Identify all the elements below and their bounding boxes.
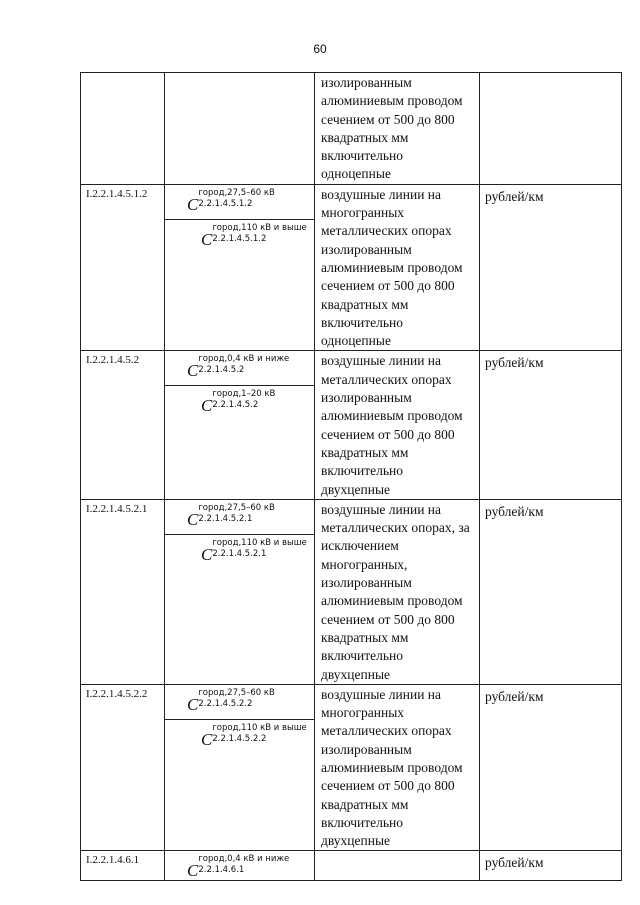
formula-subcell — [165, 720, 314, 754]
description-cell: воздушные линии на многогранных металлических опорах изолированным алюминиевым проводом сечением от 500 до 800 квадратных мм включительно двухцепные — [315, 684, 480, 851]
table-row — [81, 499, 622, 684]
rate-formula: C город,0,4 кВ и ниже 2.2.1.4.6.1 — [187, 854, 290, 881]
formula-subcell — [165, 386, 314, 420]
table-row — [81, 73, 622, 185]
table-row — [81, 351, 622, 499]
unit-cell: рублей/км — [480, 499, 622, 684]
unit-cell: рублей/км — [480, 684, 622, 851]
description-cell: воздушные линии на металлических опорах изолированным алюминиевым проводом сечением от 500 до 800 квадратных мм включительно двухцепные — [315, 351, 480, 499]
formula-cell — [165, 499, 315, 684]
unit-cell: рублей/км — [480, 851, 622, 881]
formula-subcell — [165, 535, 314, 569]
formula-cell — [165, 351, 315, 499]
code-cell: I.2.2.1.4.5.2.2 — [81, 684, 165, 851]
formula-cell — [165, 684, 315, 851]
rate-formula: C город,110 кВ и выше 2.2.1.4.5.1.2 — [201, 222, 307, 249]
formula-cell — [165, 851, 315, 881]
formula-subcell — [165, 685, 314, 720]
description-cell: изолированным алюминиевым проводом сечением от 500 до 800 квадратных мм включительно одноцепные — [315, 73, 480, 185]
code-cell — [81, 73, 165, 185]
formula-subcell — [165, 351, 314, 386]
code-cell: I.2.2.1.4.6.1 — [81, 851, 165, 881]
formula-subcell — [165, 220, 314, 254]
table-row — [81, 851, 622, 881]
description-cell: воздушные линии на металлических опорах, за исключением многогранных, изолированным алюминиевым проводом сечением от 500 до 800 квадратных мм включительно двухцепные — [315, 499, 480, 684]
rate-formula: C город,1–20 кВ 2.2.1.4.5.2 — [201, 389, 276, 416]
description-cell — [315, 851, 480, 881]
table-row — [81, 684, 622, 851]
formula-cell — [165, 73, 315, 185]
formula-subcell — [165, 185, 314, 220]
code-cell: I.2.2.1.4.5.2 — [81, 351, 165, 499]
formula-subcell — [165, 851, 314, 879]
unit-cell — [480, 73, 622, 185]
rate-formula: C город,0,4 кВ и ниже 2.2.1.4.5.2 — [187, 354, 290, 381]
formula-subcell — [165, 500, 314, 535]
rate-formula: C город,27,5–60 кВ 2.2.1.4.5.2.1 — [187, 502, 275, 529]
unit-cell: рублей/км — [480, 351, 622, 499]
rate-formula: C город,110 кВ и выше 2.2.1.4.5.2.1 — [201, 537, 307, 564]
description-cell: воздушные линии на многогранных металлических опорах изолированным алюминиевым проводом сечением от 500 до 800 квадратных мм включительно одноцепные — [315, 184, 480, 351]
tariff-table — [80, 72, 622, 881]
rate-formula: C город,27,5–60 кВ 2.2.1.4.5.2.2 — [187, 687, 275, 714]
rate-formula: C город,27,5–60 кВ 2.2.1.4.5.1.2 — [187, 187, 275, 214]
page-number: 60 — [313, 42, 327, 56]
code-cell: I.2.2.1.4.5.1.2 — [81, 184, 165, 351]
rate-formula: C город,110 кВ и выше 2.2.1.4.5.2.2 — [201, 722, 307, 749]
code-cell: I.2.2.1.4.5.2.1 — [81, 499, 165, 684]
formula-cell — [165, 184, 315, 351]
table-row — [81, 184, 622, 351]
unit-cell: рублей/км — [480, 184, 622, 351]
